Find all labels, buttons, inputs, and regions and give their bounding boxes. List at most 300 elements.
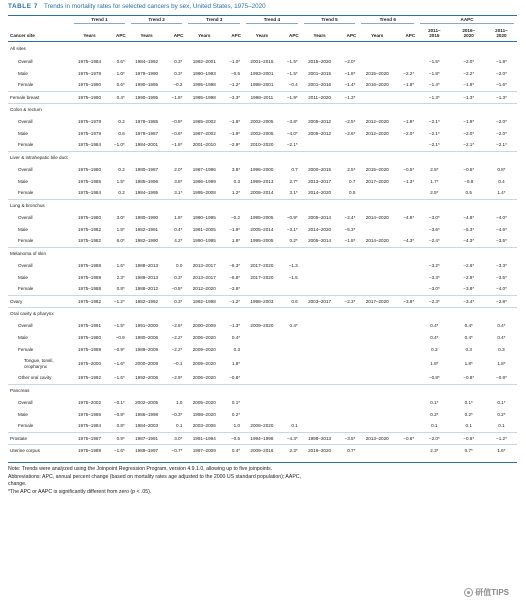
aapc-value: −2.9*: [463, 274, 475, 280]
aapc-value: −3.0*: [428, 286, 440, 292]
trend-apc: −1.2*: [113, 298, 125, 304]
header-years: Years: [140, 33, 153, 38]
trend-apc: [396, 55, 417, 67]
trend-apc: 2.3*: [116, 274, 125, 280]
note-significance: *The APC or AAPC is significantly different from zero (p < .05).: [8, 488, 152, 495]
trend-apc: 2.3*: [289, 447, 298, 453]
header-column-row: [8, 25, 517, 41]
trend-years: 2002–2005: [250, 130, 274, 136]
trend-apc: 1.5*: [116, 178, 125, 184]
header-apc: APC: [116, 33, 126, 38]
aapc-value: 1.6*: [497, 447, 506, 453]
aapc-value: −3.5*: [496, 238, 507, 244]
trend-years: 1989–2013: [135, 274, 159, 280]
trend-years: 2017–2020: [365, 178, 389, 184]
trend-apc: −4.0*: [286, 130, 298, 136]
trend-apc: [338, 259, 358, 271]
trend-years: 1985–2002: [192, 118, 216, 124]
trend-apc: −1.4*: [344, 82, 356, 88]
header-trend-group: Trend 6: [358, 16, 417, 25]
aapc-value: −2.8*: [496, 298, 507, 304]
aapc-value: −1.6*: [496, 82, 507, 88]
trend-years: 2001–2015: [308, 70, 332, 76]
trend-apc: −0.4: [288, 82, 298, 88]
trend-years: 2014–2020: [308, 190, 332, 196]
trend-apc: −1.6*: [113, 375, 125, 381]
row-label: Overall: [18, 166, 33, 172]
trend-apc: [281, 372, 301, 384]
trend-years: 1990–1995: [135, 82, 159, 88]
trend-years: [301, 355, 339, 372]
trend-apc: 1.0*: [116, 70, 125, 76]
header-group-row: [8, 16, 517, 25]
table-row: [8, 175, 517, 187]
trend-years: 1975–1982: [78, 238, 101, 244]
trend-years: 1975–1987: [78, 435, 101, 441]
header-years: Years: [83, 33, 96, 38]
aapc-value: −1.8*: [428, 70, 440, 76]
table-row: [8, 163, 517, 175]
aapc-value: −2.1*: [428, 142, 440, 148]
trend-apc: 3.8*: [231, 166, 241, 172]
aapc-value: −0.8: [464, 178, 474, 184]
trend-apc: 1.0: [176, 399, 183, 405]
trend-apc: −4.8*: [403, 214, 415, 220]
trend-apc: [396, 283, 417, 295]
header-trend-group: Trend 2: [128, 16, 186, 25]
trend-years: [243, 331, 281, 343]
trend-apc: 0.4*: [174, 226, 183, 232]
note-abbreviations: Abbreviations: APC, annual percent change (based on mortality rates age adjusted to the 2000 US standard population); AAPC,: [8, 473, 301, 480]
section-row: [8, 41, 517, 55]
trend-years: 2005–2014: [308, 238, 332, 244]
trend-years: 2015–2020: [365, 70, 389, 76]
aapc-value: −3.8*: [463, 286, 475, 292]
row-label: Overall: [18, 322, 33, 328]
trend-apc: 2.5*: [347, 166, 356, 172]
trend-apc: −3.1*: [286, 226, 298, 232]
trend-apc: 0.2*: [231, 411, 241, 417]
trend-apc: 2.7*: [289, 178, 298, 184]
row-label: Male: [18, 334, 28, 340]
aapc-value: −2.0*: [496, 130, 507, 136]
trend-years: 2002–2005: [135, 399, 159, 405]
row-label: Female: [18, 346, 34, 352]
trend-apc: 0.3*: [174, 274, 183, 280]
trend-apc: 0.8*: [116, 286, 125, 292]
watermark: [464, 587, 509, 598]
trend-years: 1975–1988: [78, 286, 101, 292]
trend-apc: [396, 355, 417, 372]
trend-years: 2005–2020: [192, 399, 216, 405]
aapc-value: −2.4*: [428, 238, 440, 244]
trend-apc: −1.9*: [403, 118, 415, 124]
row-label: Uterine corpus: [10, 447, 40, 453]
trend-apc: [396, 319, 417, 331]
header-trend-group: Trend 3: [185, 16, 243, 25]
note-abbreviations-cont: change.: [8, 481, 27, 488]
trend-years: [301, 343, 339, 355]
trend-years: 1990–1995: [192, 238, 216, 244]
section-row: [8, 384, 517, 396]
trend-years: 1991–2000: [135, 322, 159, 328]
trend-years: 1980–1990: [135, 214, 159, 220]
trend-years: 2010–2020: [250, 142, 274, 148]
trend-years: 2009–2020: [250, 322, 274, 328]
trend-years: 1998–2011: [250, 94, 274, 100]
trend-years: 1995–1998: [192, 94, 216, 100]
aapc-value: −3.3*: [428, 274, 440, 280]
aapc-value: 2.5*: [430, 190, 439, 196]
aapc-value: 1.7*: [430, 178, 439, 184]
trend-years: [358, 187, 396, 199]
trend-years: [243, 283, 281, 295]
trend-apc: −2.5*: [344, 118, 356, 124]
trend-years: 1975–2000: [78, 361, 101, 366]
aapc-value: −0.8*: [463, 375, 475, 381]
section-row: [8, 199, 517, 211]
trend-years: 2015–2020: [365, 166, 389, 172]
trend-years: 2000–2009: [192, 322, 216, 328]
trend-apc: −5.3*: [344, 226, 356, 232]
header-apc: APC: [289, 33, 299, 38]
aapc-value: −3.3*: [496, 262, 507, 268]
trend-apc: −6.3*: [229, 262, 241, 268]
trend-years: [243, 343, 281, 355]
trend-apc: [338, 283, 358, 295]
aapc-value: −1.2*: [496, 435, 507, 441]
trend-years: [301, 408, 339, 420]
trend-apc: −1.3: [288, 262, 298, 268]
trend-years: [358, 91, 396, 103]
row-label: Female: [18, 286, 34, 292]
trend-years: 1986–1998: [135, 411, 159, 417]
aapc-value: −2.1*: [463, 142, 475, 148]
trend-apc: [396, 444, 417, 456]
trend-apc: −0.8*: [113, 411, 125, 417]
trend-apc: −2.1*: [286, 142, 298, 148]
trend-apc: −0.7*: [171, 447, 183, 453]
trend-years: 2017–2020: [365, 298, 389, 304]
header-apc: APC: [231, 33, 242, 38]
aapc-value: −4.0*: [496, 286, 507, 292]
section-title: Liver & intrahepatic bile duct: [10, 154, 68, 160]
trend-apc: [338, 139, 358, 151]
trend-apc: −1.0*: [113, 142, 125, 148]
trend-apc: −1.5*: [286, 70, 298, 76]
trend-years: 1988–2012: [135, 286, 159, 292]
trend-years: 2011–2020: [308, 94, 331, 100]
aapc-value: −0.5*: [463, 166, 475, 172]
trend-years: 2006–2020: [192, 375, 216, 381]
header-trend-group: Trend 1: [71, 16, 128, 25]
table-row: [8, 432, 517, 444]
trend-apc: −3.8*: [286, 118, 298, 124]
trend-years: 1989–2009: [135, 346, 159, 352]
trend-apc: −0.6*: [171, 130, 183, 136]
trend-years: 2008–2014: [250, 190, 274, 196]
trend-apc: −1.9*: [229, 130, 241, 136]
table-row: [8, 55, 517, 67]
table-caption: [8, 3, 517, 15]
table-row: [8, 115, 517, 127]
trend-years: 2005–2014: [308, 214, 332, 220]
trend-years: 1987–1996: [192, 166, 216, 172]
trend-apc: −1.8*: [344, 70, 356, 76]
trend-apc: −0.9: [115, 334, 125, 340]
section-row: [8, 103, 517, 115]
table-row: [8, 79, 517, 91]
trend-apc: −0.1*: [113, 399, 125, 405]
trend-years: 2001–2016: [308, 82, 332, 88]
trend-apc: −1.2*: [229, 82, 241, 88]
trend-apc: [396, 91, 417, 103]
aapc-value: 0.1*: [497, 399, 506, 405]
aapc-value: 0.1: [465, 423, 472, 429]
aapc-value: −3.5*: [496, 274, 507, 280]
trend-years: [358, 444, 396, 456]
trend-apc: −2.2*: [171, 334, 183, 340]
trend-years: 1975–1990: [78, 94, 101, 100]
trend-apc: 1.8*: [116, 226, 125, 232]
trend-years: 1995–1998: [192, 82, 216, 88]
trend-apc: −2.2*: [403, 70, 415, 76]
header-years: Years: [255, 33, 269, 38]
aapc-value: −0.8*: [428, 375, 440, 381]
trend-years: [358, 372, 396, 384]
aapc-value: 0.1: [498, 423, 505, 429]
aapc-value: −4.8*: [463, 214, 475, 220]
row-label: Ovary: [10, 298, 23, 304]
aapc-value: −4.6*: [496, 226, 507, 232]
trend-years: 1990–1995: [192, 214, 216, 220]
table-row: [8, 343, 517, 355]
trend-years: [301, 372, 339, 384]
trend-years: 1992–2006: [135, 375, 159, 381]
trend-years: 1979–1990: [135, 70, 159, 76]
aapc-value: 0.4*: [464, 334, 473, 340]
trend-years: 1975–1992: [78, 375, 101, 381]
trend-years: 1990–1995: [135, 94, 159, 100]
trend-years: [301, 139, 339, 151]
aapc-value: 0.1*: [464, 399, 473, 405]
row-label: Male: [18, 70, 28, 76]
trend-apc: [338, 396, 358, 408]
trend-apc: 0.7: [348, 178, 356, 184]
trend-years: 1990–1993: [192, 70, 216, 76]
trend-years: [301, 271, 339, 283]
aapc-value: −3.2*: [428, 262, 440, 268]
trend-apc: −0.5: [230, 70, 241, 76]
trend-years: 2009–2016: [250, 447, 274, 453]
trend-years: 1991–1994: [192, 435, 216, 441]
trend-apc: 0.0: [176, 262, 183, 268]
aapc-period-label: 2016– 2020: [462, 27, 476, 38]
row-label: Female breast: [10, 94, 40, 100]
trend-apc: 0.3*: [174, 298, 183, 304]
trend-years: 1991–2005: [192, 226, 216, 232]
wechat-icon: [464, 588, 473, 597]
trend-apc: 3.1*: [289, 190, 298, 196]
trend-apc: [396, 271, 417, 283]
trend-years: 1975–1988: [78, 262, 101, 268]
trend-years: 2005–2014: [250, 226, 274, 232]
trend-years: 2000–2015: [308, 166, 332, 172]
trend-years: 1975–1984: [78, 423, 101, 429]
trend-apc: −0.2: [173, 82, 183, 88]
trend-years: 1975–1990: [78, 82, 101, 88]
section-row: [8, 307, 517, 319]
trend-years: 1982–1992: [135, 298, 159, 304]
mortality-trends-table: [8, 16, 517, 456]
trend-apc: 0.6*: [116, 82, 125, 88]
aapc-value: 0.3: [465, 346, 472, 352]
trend-apc: 0.7*: [347, 447, 356, 453]
table-row: [8, 408, 517, 420]
trend-apc: 1.8*: [231, 361, 241, 366]
aapc-value: −3.4*: [463, 298, 475, 304]
trend-years: 1978–1985: [135, 118, 159, 124]
trend-years: [358, 223, 396, 235]
trend-apc: −4.3*: [286, 435, 298, 441]
trend-years: 1984–2003: [135, 423, 159, 429]
table-row: [8, 271, 517, 283]
aapc-value: 0.1: [431, 423, 438, 429]
trend-apc: 0.6*: [116, 58, 125, 64]
trend-apc: −2.9*: [171, 375, 183, 381]
trend-years: 1998–2013: [308, 435, 332, 441]
trend-years: 1992–2001: [192, 58, 216, 64]
aapc-value: 0.4*: [430, 334, 439, 340]
trend-years: 1996–2000: [250, 166, 274, 172]
row-label: Male: [18, 130, 28, 136]
aapc-value: −2.0*: [496, 70, 507, 76]
table-notes: [8, 462, 517, 496]
row-label: Male: [18, 274, 28, 280]
aapc-value: 0.7*: [464, 447, 473, 453]
trend-apc: −2.2*: [171, 346, 183, 352]
aapc-value: 1.8*: [430, 361, 439, 366]
trend-apc: [396, 139, 417, 151]
trend-years: 1998–2003: [250, 298, 274, 304]
trend-apc: 3.0*: [116, 214, 125, 220]
aapc-value: −4.3*: [463, 238, 475, 244]
trend-years: [243, 355, 281, 372]
trend-apc: 0.5: [348, 190, 356, 196]
trend-apc: 4.2*: [174, 238, 183, 244]
trend-apc: −2.4*: [344, 214, 356, 220]
aapc-value: 0.3: [431, 346, 438, 352]
trend-years: 2013–2017: [308, 178, 332, 184]
trend-apc: −1.8*: [171, 142, 183, 148]
trend-apc: 0.2*: [289, 238, 298, 244]
row-label: Other oral cavity: [18, 375, 52, 381]
trend-years: 2003–2006: [192, 423, 216, 429]
aapc-value: 0.2*: [497, 411, 506, 417]
table-row: [8, 127, 517, 139]
aapc-value: 2.3*: [430, 447, 439, 453]
trend-years: 1994–1998: [250, 435, 274, 441]
aapc-value: −2.0*: [463, 58, 475, 64]
trend-years: 1984–1992: [135, 58, 159, 64]
trend-apc: −2.9*: [229, 142, 241, 148]
section-title: Oral cavity & pharynx: [10, 310, 54, 316]
trend-apc: 0.4*: [289, 322, 298, 328]
trend-years: [243, 372, 281, 384]
trend-apc: −1.8*: [344, 238, 356, 244]
trend-years: 2001–2015: [250, 58, 274, 64]
trend-years: 1995–2005: [250, 238, 274, 244]
row-label: Overall: [18, 118, 33, 124]
section-title: Melanoma of skin: [10, 250, 47, 256]
trend-apc: −0.9*: [113, 346, 125, 352]
trend-apc: −1.5*: [113, 322, 125, 328]
aapc-value: −2.2*: [463, 70, 475, 76]
aapc-value: −1.3*: [463, 94, 475, 100]
trend-apc: −6.8*: [229, 274, 241, 280]
aapc-value: −1.4*: [428, 82, 440, 88]
table-row: [8, 283, 517, 295]
trend-years: 1975–1982: [78, 298, 101, 304]
trend-apc: −1.0*: [229, 58, 241, 64]
table-row: [8, 211, 517, 223]
header-trend-group: Trend 5: [301, 16, 359, 25]
header-aapc-group: AAPC: [417, 16, 517, 25]
header-apc: APC: [405, 33, 416, 38]
trend-apc: −0.9*: [286, 214, 298, 220]
trend-apc: [338, 408, 358, 420]
aapc-value: 0.4*: [497, 322, 506, 328]
table-body: [8, 41, 517, 456]
trend-apc: [338, 420, 358, 432]
trend-years: [301, 420, 339, 432]
trend-apc: −2.6*: [344, 130, 356, 136]
aapc-value: −0.8*: [496, 375, 507, 381]
header-years: Years: [371, 33, 384, 38]
trend-apc: −3.5*: [344, 435, 356, 441]
trend-years: 1979–1987: [135, 130, 159, 136]
row-label: Overall: [18, 58, 33, 64]
header-aapc-period: [486, 25, 517, 41]
aapc-value: 0.4: [498, 178, 505, 184]
aapc-value: −2.0*: [496, 118, 507, 124]
trend-years: [358, 319, 396, 331]
aapc-value: 0.2*: [430, 411, 439, 417]
trend-apc: 0.6: [118, 130, 125, 136]
trend-apc: [338, 319, 358, 331]
table-label: TABLE 7: [8, 3, 38, 10]
aapc-value: 0.4*: [497, 334, 506, 340]
trend-apc: −0.5*: [403, 166, 415, 172]
note-joinpoint: Note: Trends were analyzed using the Joinpoint Regression Program, version 4.9.1.0, allowing up to five joinpoints.: [8, 466, 273, 472]
aapc-value: −2.0*: [428, 435, 440, 441]
trend-years: [358, 55, 396, 67]
aapc-value: −2.1*: [428, 118, 440, 124]
trend-years: [358, 331, 396, 343]
trend-years: 1975–1980: [78, 334, 101, 340]
watermark-text: 研值TIPS: [475, 588, 509, 597]
trend-years: 1975–1985: [78, 178, 101, 184]
aapc-value: 1.8*: [464, 361, 473, 366]
trend-years: 1999–2013: [250, 178, 274, 184]
trend-years: [358, 420, 396, 432]
aapc-value: 1.4*: [497, 190, 506, 196]
trend-apc: 2.0*: [174, 166, 183, 172]
trend-years: [243, 408, 281, 420]
trend-years: 2001–2010: [192, 142, 216, 148]
trend-apc: [281, 283, 301, 295]
trend-apc: [396, 223, 417, 235]
